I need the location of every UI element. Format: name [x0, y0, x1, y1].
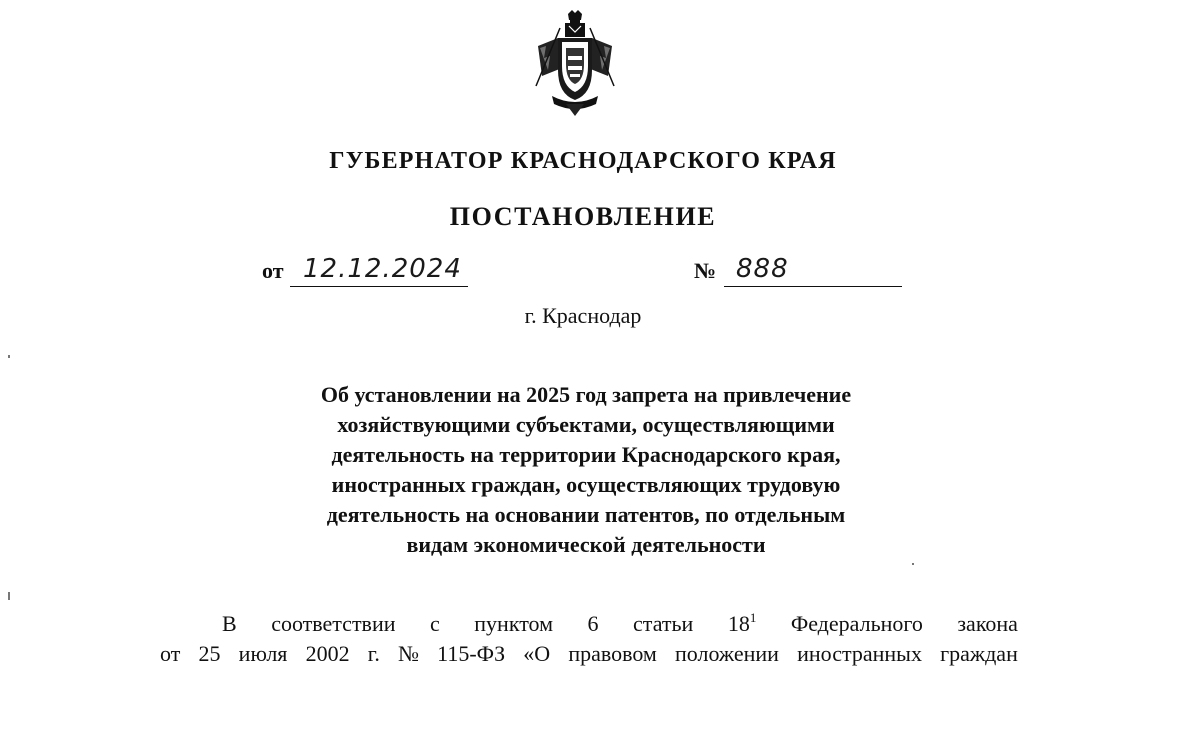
- body-word: иностранных: [797, 641, 922, 666]
- body-word: граждан: [940, 641, 1018, 666]
- article-superscript: 1: [749, 610, 757, 625]
- body-word: 2002: [305, 641, 350, 666]
- city-line: г. Краснодар: [524, 303, 642, 328]
- number-handwritten: 888: [736, 254, 789, 284]
- date-handwritten: 12.12.2024: [303, 254, 462, 284]
- body-word: с: [430, 611, 440, 636]
- document-title: [230, 380, 942, 560]
- coat-of-arms-icon: [532, 8, 618, 118]
- scan-speck: [8, 592, 10, 600]
- issuer-heading: ГУБЕРНАТОР КРАСНОДАРСКОГО КРАЯ: [329, 148, 837, 174]
- scan-speck: [8, 355, 10, 358]
- title-line: видам экономической деятельности: [406, 532, 766, 557]
- document-type-heading: ПОСТАНОВЛЕНИЕ: [449, 202, 717, 231]
- body-word: статьи: [633, 611, 694, 636]
- body-word: №: [398, 641, 419, 666]
- body-word: закона: [957, 611, 1018, 636]
- number-label: №: [694, 258, 717, 283]
- title-line: хозяйствующими субъектами, осуществляющими: [337, 412, 835, 437]
- body-word: пунктом: [474, 611, 554, 636]
- body-word: В: [222, 611, 237, 636]
- body-word: 25: [198, 641, 221, 666]
- body-word: Федерального: [790, 611, 923, 636]
- body-word: положении: [675, 641, 779, 666]
- date-label: от: [262, 258, 284, 283]
- body-word: июля: [238, 641, 288, 666]
- number-underline: [724, 286, 902, 287]
- title-line: деятельность на территории Краснодарского края,: [331, 442, 841, 467]
- body-word: 115-ФЗ: [437, 641, 506, 666]
- body-word: от: [160, 641, 181, 666]
- scan-speck: [912, 563, 914, 565]
- body-word: «О: [523, 641, 551, 666]
- body-word: правовом: [568, 641, 657, 666]
- article-reference: $18^1$: [727, 610, 757, 636]
- body-word: соответствии: [271, 611, 396, 636]
- title-line: деятельность на основании патентов, по отдельным: [326, 502, 846, 527]
- body-word: 6: [587, 611, 599, 636]
- title-line: Об установлении на 2025 год запрета на привлечение: [320, 382, 852, 407]
- body-line-1: [160, 609, 1018, 639]
- body-line-2: [160, 639, 1018, 669]
- title-line: иностранных граждан, осуществляющих трудовую: [331, 472, 841, 497]
- body-paragraph: [160, 609, 1018, 669]
- body-word: г.: [367, 641, 380, 666]
- date-underline: [290, 286, 468, 287]
